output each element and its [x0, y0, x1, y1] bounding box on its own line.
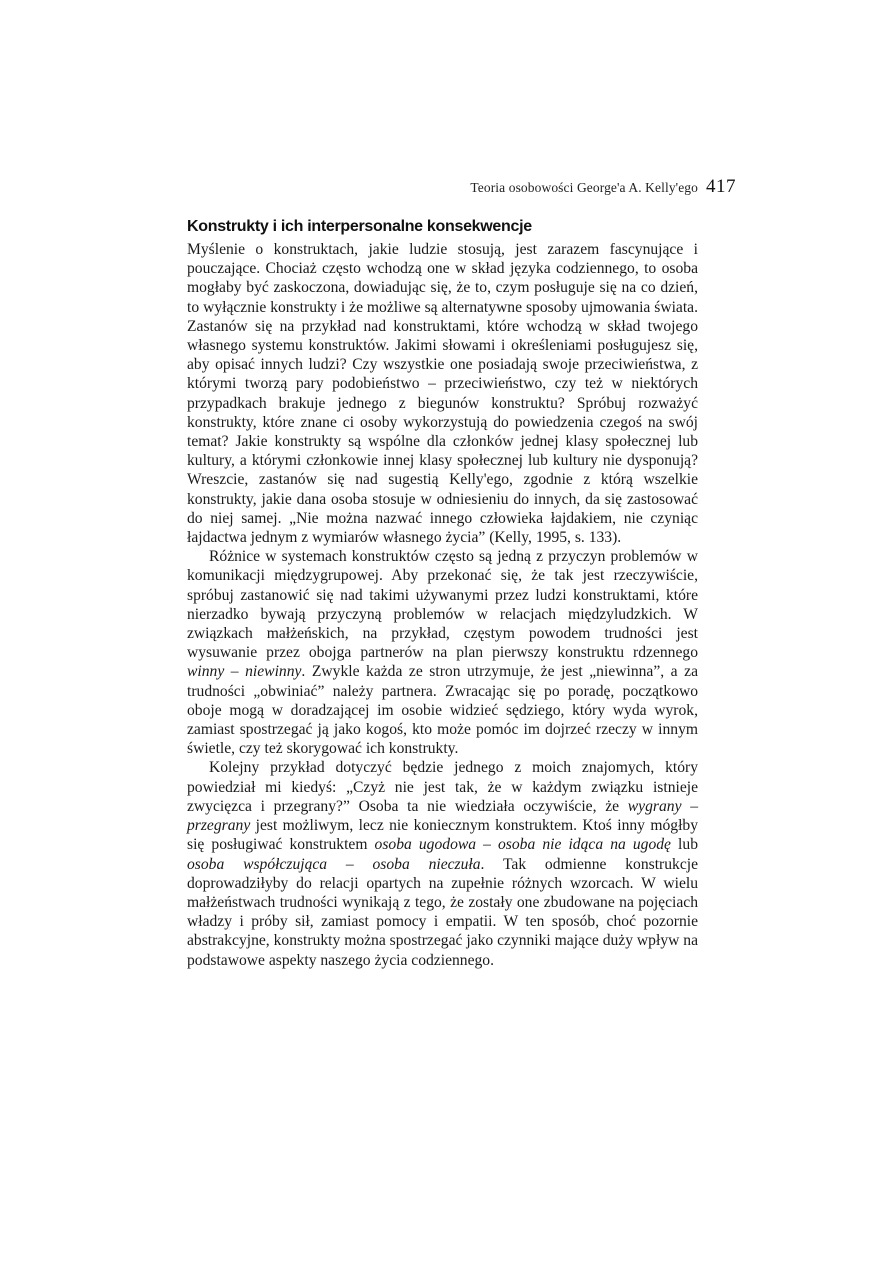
paragraph — [187, 547, 698, 758]
italic-term: osoba ugodowa – osoba nie idąca na ugodę — [374, 836, 671, 854]
running-title: Teoria osobowości George'a A. Kelly'ego — [470, 180, 698, 195]
section-heading: Konstrukty i ich interpersonalne konsekwencje — [187, 218, 532, 235]
running-header — [440, 176, 736, 198]
text-run: Różnice w systemach konstruktów często są jedną z przyczyn problemów w komunikacji międzygrupowej. Aby przekonać się, że tak jest rzeczywiście, spróbuj zastanowić się nad takimi używanymi przez ludzi konstruktami, które nierzadko bywają przyczyną problemów w relacjach międzyludzkich. W związkach małżeńskich, na przykład, częstym powodem trudności jest wysuwanie przez obojga partnerów na plan pierwszy konstruktu rdzennego — [187, 548, 698, 662]
text-run: Myślenie o konstruktach, jakie ludzie stosują, jest zarazem fascynujące i pouczające. Chociaż często wchodzą one w skład języka codziennego, to osoba mogłaby być zaskoczona, dowiadując się, że to, czym posługuje się na co dzień, to wyłącznie konstrukty i że możliwe są alternatywne sposoby ujmowania świata. Zastanów się na przykład nad konstruktami, które wchodzą w skład twojego własnego systemu konstruktów. Jakimi słowami i określeniami posługujesz się, aby opisać innych ludzi? Czy wszystkie one posiadają swoje przeciwieństwa, z którymi tworzą pary podobieństwo – przeciwieństwo, czy też w niektórych przypadkach brakuje jednego z biegunów konstruktu? Spróbuj rozważyć konstrukty, które znane ci osoby wykorzystują do powiedzenia czegoś na swój temat? Jakie konstrukty są wspólne dla członków jednej klasy społecznej lub kultury, a którymi członkowie innej klasy społecznej lub kultury nie dysponują? Wreszcie, zastanów się nad sugestią Kelly'ego, zgodnie z którą wszelkie konstrukty, jakie dana osoba stosuje w odniesieniu do innych, da się zastosować do niej samej. „Nie można nazwać innego człowieka łajdakiem, nie czyniąc łajdactwa jednym z wymiarów własnego życia” (Kelly, 1995, s. 133). — [187, 241, 698, 547]
page-number: 417 — [706, 176, 736, 197]
text-run: . Zwykle każda ze stron utrzymuje, że jest „niewinna”, a za trudności „obwiniać” należy partnera. Zwracając się po poradę, początkowo oboje mogą w doradzającej im osobie widzieć sędziego, który wyda wyrok, zamiast spostrzegać ją jako kogoś, kto może pomóc im dojrzeć rzeczy w innym świetle, czy też skorygować ich konstrukty. — [187, 663, 698, 758]
paragraph — [187, 240, 698, 547]
italic-term: wygrany – przegrany — [187, 797, 698, 835]
text-run: . Tak odmienne konstrukcje doprowadziłyby do relacji opartych na zupełnie różnych wzorcach. W wielu małżeństwach trudności wynikają z tego, że zostały one zbudowane na pojęciach władzy i próby sił, zamiast pomocy i empatii. W ten sposób, choć pozornie abstrakcyjne, konstrukty można spostrzegać jako czynniki mające duży wpływ na podstawowe aspekty naszego życia codziennego. — [187, 855, 698, 969]
italic-term: osoba współczująca – osoba nieczuła — [187, 855, 481, 873]
text-run: Kolejny przykład dotyczyć będzie jednego z moich znajomych, który powiedział mi kiedyś: „Czyż nie jest tak, że w każdym związku istnieje zwycięzca i przegrany?” Osoba ta nie wiedziała oczywiście, że — [187, 759, 698, 815]
text-run: jest możliwym, lecz nie koniecznym konstruktem. Ktoś inny mógłby się posługiwać konstruktem — [187, 817, 698, 854]
italic-term: winny – niewinny — [187, 663, 302, 681]
text-run: lub — [670, 836, 698, 854]
paragraph — [187, 758, 698, 969]
body-text — [187, 240, 698, 970]
